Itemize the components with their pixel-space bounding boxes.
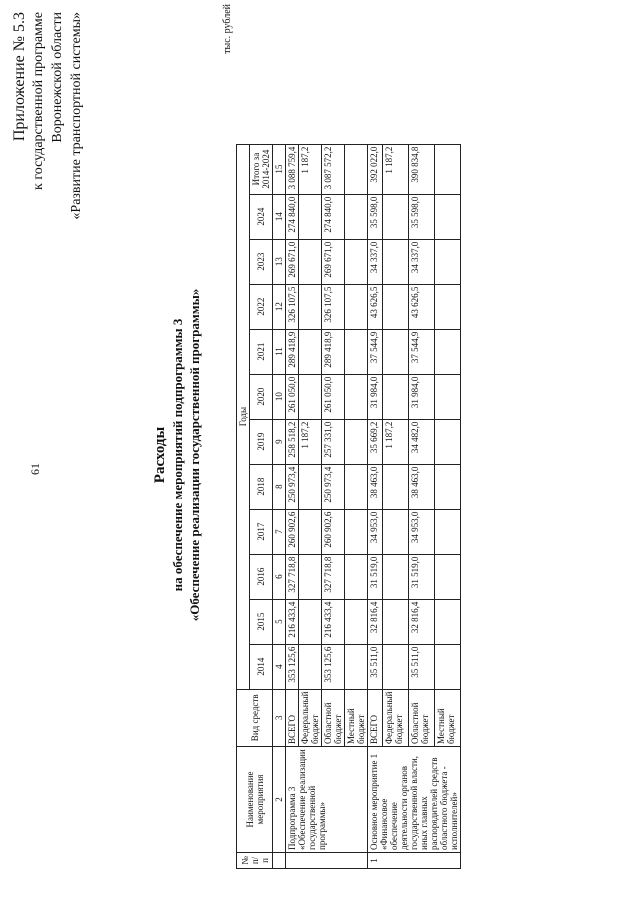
page-number: 61 (28, 463, 42, 475)
appendix-line-2: к государственной программе (31, 12, 46, 190)
title-line-3: «Обеспечение реализации государственной программы» (187, 288, 202, 622)
value-cell (345, 554, 368, 599)
value-cell: 31 984,0 (368, 374, 383, 419)
value-cell: 216 433,4 (286, 599, 299, 644)
funding-source: Федеральный бюджет (382, 689, 408, 746)
value-cell: 34 953,0 (368, 509, 383, 554)
value-cell (345, 194, 368, 239)
value-cell (299, 509, 322, 554)
total-cell: 3 088 759,4 (286, 144, 299, 194)
value-cell: 43 626,5 (408, 284, 434, 329)
column-number: 2 (273, 747, 286, 853)
value-cell: 1 187,2 (299, 419, 322, 464)
value-cell (382, 464, 408, 509)
appendix-line-4: «Развитие транспортной системы» (69, 12, 84, 220)
value-cell (434, 374, 460, 419)
value-cell (299, 194, 322, 239)
value-cell (345, 599, 368, 644)
funding-source: ВСЕГО (286, 689, 299, 746)
value-cell: 37 544,9 (368, 329, 383, 374)
column-number: 14 (273, 194, 286, 239)
document-title (152, 225, 203, 685)
total-cell (434, 144, 460, 194)
value-cell: 34 337,0 (408, 239, 434, 284)
header-year: 2017 (250, 509, 273, 554)
value-cell: 43 626,5 (368, 284, 383, 329)
value-cell: 326 107,5 (286, 284, 299, 329)
value-cell: 274 840,0 (322, 194, 345, 239)
value-cell (299, 284, 322, 329)
funding-source: Федеральный бюджет (299, 689, 322, 746)
value-cell: 31 519,0 (408, 554, 434, 599)
header-total: Итого за 2014-2024 (250, 144, 273, 194)
value-cell: 258 518,2 (286, 419, 299, 464)
column-number: 6 (273, 554, 286, 599)
value-cell (434, 419, 460, 464)
value-cell (345, 509, 368, 554)
value-cell: 37 544,9 (408, 329, 434, 374)
value-cell: 35 511,0 (408, 644, 434, 689)
value-cell: 34 482,0 (408, 419, 434, 464)
column-number: 12 (273, 284, 286, 329)
value-cell: 34 953,0 (408, 509, 434, 554)
value-cell: 31 519,0 (368, 554, 383, 599)
value-cell (382, 644, 408, 689)
value-cell (345, 419, 368, 464)
value-cell: 289 418,9 (322, 329, 345, 374)
activity-name: Основное мероприятие 1 «Финансовое обеспечение деятельности органов государственной власти, иных главных распорядителей средств областного бюджета - исполнителей» (368, 747, 461, 853)
column-number: 5 (273, 599, 286, 644)
table-row (286, 144, 299, 868)
funding-source: Местный бюджет (345, 689, 368, 746)
value-cell (382, 554, 408, 599)
value-cell: 269 671,0 (286, 239, 299, 284)
value-cell: 353 125,6 (322, 644, 345, 689)
units-label: тыс. рублей (222, 4, 233, 54)
value-cell (434, 554, 460, 599)
column-number: 11 (273, 329, 286, 374)
funding-source: Областной бюджет (322, 689, 345, 746)
total-cell: 1 187,2 (382, 144, 408, 194)
value-cell: 35 598,0 (368, 194, 383, 239)
header-year: 2019 (250, 419, 273, 464)
header-name: Наименование мероприятия (237, 747, 273, 853)
header-year: 2023 (250, 239, 273, 284)
value-cell (434, 599, 460, 644)
appendix-line-3: Воронежской области (50, 12, 65, 143)
funding-source: ВСЕГО (368, 689, 383, 746)
value-cell: 327 718,8 (322, 554, 345, 599)
value-cell: 289 418,9 (286, 329, 299, 374)
column-number: 3 (273, 689, 286, 746)
header-source: Вид средств (237, 689, 273, 746)
value-cell (345, 374, 368, 419)
column-number: 4 (273, 644, 286, 689)
value-cell (299, 599, 322, 644)
appendix-number: Приложение № 5.3 (11, 12, 28, 142)
value-cell (382, 239, 408, 284)
column-number: 7 (273, 509, 286, 554)
header-num: № п/п (237, 853, 273, 869)
column-number: 9 (273, 419, 286, 464)
total-cell (345, 144, 368, 194)
header-year: 2021 (250, 329, 273, 374)
value-cell: 261 050,0 (322, 374, 345, 419)
value-cell (299, 329, 322, 374)
value-cell (434, 464, 460, 509)
row-number: 1 (368, 853, 461, 869)
value-cell (382, 374, 408, 419)
column-number: 13 (273, 239, 286, 284)
value-cell: 274 840,0 (286, 194, 299, 239)
value-cell: 269 671,0 (322, 239, 345, 284)
row-number (286, 853, 368, 869)
table-body (286, 144, 461, 868)
value-cell (382, 599, 408, 644)
column-number: 8 (273, 464, 286, 509)
funding-source: Областной бюджет (408, 689, 434, 746)
value-cell (299, 239, 322, 284)
header-year: 2014 (250, 644, 273, 689)
value-cell: 250 973,4 (322, 464, 345, 509)
header-years-group: Годы (237, 144, 250, 689)
activity-name: Подпрограмма 3 «Обеспечение реализации государственной программы» (286, 747, 368, 853)
value-cell (382, 509, 408, 554)
total-cell: 392 022,0 (368, 144, 383, 194)
title-line-2: на обеспечение мероприятий подпрограммы 3 (170, 318, 185, 592)
appendix-block (10, 12, 86, 220)
value-cell (345, 329, 368, 374)
value-cell (299, 554, 322, 599)
value-cell: 326 107,5 (322, 284, 345, 329)
value-cell (345, 239, 368, 284)
value-cell: 34 337,0 (368, 239, 383, 284)
value-cell (345, 464, 368, 509)
value-cell: 32 816,4 (408, 599, 434, 644)
total-cell: 1 187,2 (299, 144, 322, 194)
value-cell: 261 050,0 (286, 374, 299, 419)
value-cell: 35 598,0 (408, 194, 434, 239)
funding-source: Местный бюджет (434, 689, 460, 746)
value-cell (345, 284, 368, 329)
header-year: 2016 (250, 554, 273, 599)
value-cell: 353 125,6 (286, 644, 299, 689)
column-number (273, 853, 286, 869)
header-year: 2018 (250, 464, 273, 509)
value-cell: 257 331,0 (322, 419, 345, 464)
header-year: 2024 (250, 194, 273, 239)
total-cell: 3 087 572,2 (322, 144, 345, 194)
value-cell (434, 284, 460, 329)
value-cell (382, 194, 408, 239)
value-cell (434, 329, 460, 374)
value-cell (299, 644, 322, 689)
value-cell: 35 669,2 (368, 419, 383, 464)
header-year: 2022 (250, 284, 273, 329)
value-cell: 1 187,2 (382, 419, 408, 464)
value-cell: 31 984,0 (408, 374, 434, 419)
value-cell: 35 511,0 (368, 644, 383, 689)
value-cell: 327 718,8 (286, 554, 299, 599)
value-cell (434, 644, 460, 689)
value-cell: 32 816,4 (368, 599, 383, 644)
value-cell: 216 433,4 (322, 599, 345, 644)
value-cell: 250 973,4 (286, 464, 299, 509)
total-cell: 390 834,8 (408, 144, 434, 194)
value-cell: 38 463,0 (368, 464, 383, 509)
title-line-1: Расходы (152, 426, 168, 484)
expenses-table (236, 144, 461, 869)
column-number: 10 (273, 374, 286, 419)
table-row (368, 144, 383, 868)
value-cell: 38 463,0 (408, 464, 434, 509)
value-cell (345, 644, 368, 689)
header-column-numbers (273, 144, 286, 868)
header-year: 2020 (250, 374, 273, 419)
value-cell (382, 284, 408, 329)
value-cell (299, 464, 322, 509)
value-cell (299, 374, 322, 419)
value-cell (434, 194, 460, 239)
value-cell (382, 329, 408, 374)
header-year: 2015 (250, 599, 273, 644)
value-cell: 260 902,6 (322, 509, 345, 554)
value-cell: 260 902,6 (286, 509, 299, 554)
value-cell (434, 239, 460, 284)
value-cell (434, 509, 460, 554)
column-number: 15 (273, 144, 286, 194)
